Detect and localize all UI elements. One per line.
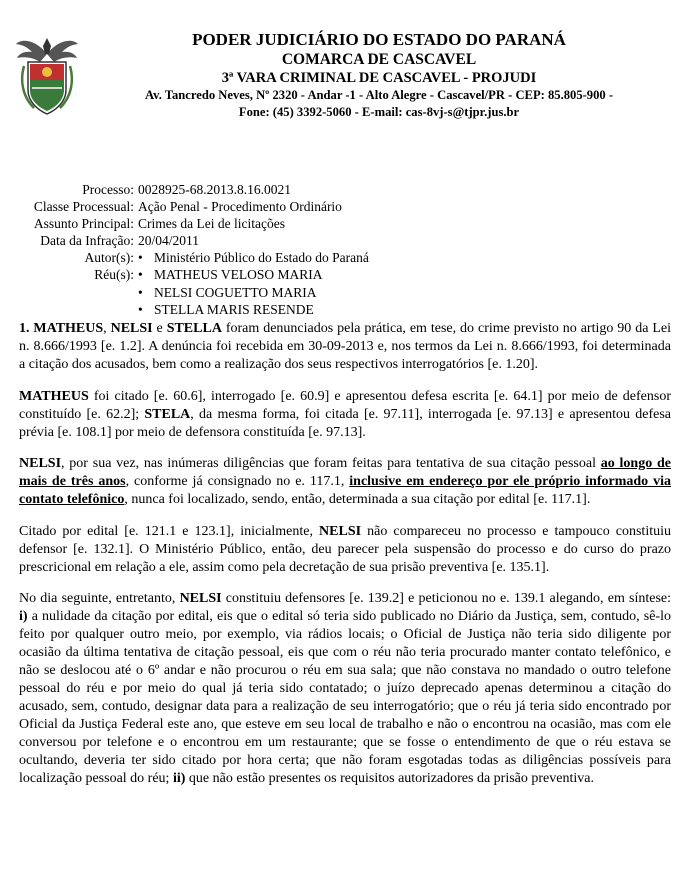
bold-text: NELSI (319, 523, 362, 539)
case-row-data (18, 232, 369, 249)
decision-body (19, 320, 671, 802)
bold-text: STELA (144, 406, 191, 422)
paragraph-1 (19, 320, 671, 374)
reu-value: • NELSI COGUETTO MARIA (138, 284, 317, 300)
text-run: , nunca foi localizado, sendo, então, determinada a sua citação por edital [e. 117.1]. (124, 492, 591, 507)
assunto-value: Crimes da Lei de licitações (138, 216, 285, 232)
bold-text: STELLA (166, 321, 222, 336)
text-run: que não estão presentes os requisitos autorizadores da prisão preventiva. (185, 771, 594, 786)
text-run: Citado por edital [e. 121.1 e 123.1], inicialmente, (19, 523, 320, 539)
bullet-icon: • (138, 301, 143, 317)
autor-value: • Ministério Público do Estado do Paraná (138, 250, 369, 266)
bullet-icon: • (138, 250, 143, 266)
letterhead (0, 30, 689, 130)
court-address: Av. Tancredo Neves, Nº 2320 - Andar -1 - Alto Alegre - Cascavel/PR - CEP: 85.805-900 - (144, 88, 614, 102)
classe-label: Classe Processual: (33, 199, 134, 215)
paragraph-4 (19, 523, 671, 577)
bold-text: ii) (172, 771, 186, 786)
case-row-assunto (18, 215, 369, 232)
case-row-processo (18, 181, 369, 198)
case-row-reu (18, 284, 369, 301)
case-details (18, 181, 369, 318)
text-run: constituiu defensores [e. 139.2] e peticionou no e. 139.1 alegando, em síntese: (221, 591, 671, 606)
data-value: 20/04/2011 (138, 233, 200, 249)
classe-value: Ação Penal - Procedimento Ordinário (138, 199, 342, 215)
text-run: a nulidade da citação por edital, eis que o edital só teria sido publicado no Diário da Justiça, sem, contudo, sê-lo feito por qualquer outro meio, por exemplo, via rádios locais; o Oficial de Justiça não teria sido diligente por ocasião da última tentativa de citação pessoal, eis que com o réu não teria procurado manter contato telefônico, e não se deslocou até o 6º andar e não procurou o réu em sua sala; que não constava no mandado o outro telefone pessoal do réu e por meio do qual já teria sido contatado; o juízo deprecado apenas determinou a citação do acusado, sem, contudo, designar data para a realização de seu interrogatório; que o réu já teria sido encontrado por Oficial da Justiça Federal este ano, que esteve em seu local de trabalho e não o encontrou na ocasião, mas com ele conversou por telefone e o encontrou em um restaurante; que se fosse o entendimento de que o réu estava se ocultando, deveria ter sido citado por hora certa; que não foram esgotadas todas as diligências possíveis para localização pessoal do réu; (19, 609, 671, 786)
bullet-icon: • (138, 267, 143, 283)
letterhead-text (84, 30, 674, 121)
comarca-name: COMARCA DE CASCAVEL (281, 51, 477, 68)
text-run: , conforme já consignado no e. 117.1, (125, 474, 350, 489)
reu-value: • STELLA MARIS RESENDE (138, 301, 314, 317)
bullet-icon: • (138, 284, 143, 300)
text-run: , por sua vez, nas inúmeras diligências que foram feitas para tentativa de sua citação pessoal (61, 456, 601, 471)
processo-label: Processo: (82, 182, 134, 197)
text-run: foram denunciados pela prática, em tese, do crime previsto no artigo 90 da Lei n. 8.666/1993 [e. 1.2]. A denúncia foi recebida em 30-09-2013 e, nos termos da Lei n. 8.666/1993, foi determinada a citação dos acusados, bem como a realização dos seus respectivos interrogatórios [e. 1.20]. (19, 321, 671, 372)
text-run: e (152, 321, 167, 336)
paragraph-5 (19, 590, 671, 788)
parana-coat-of-arms-logo (14, 36, 80, 118)
bold-text: NELSI (110, 321, 153, 336)
court-contact: Fone: (45) 3392-5060 - E-mail: cas-8vj-s@tjpr.jus.br (238, 105, 520, 119)
processo-value: 0028925-68.2013.8.16.0021 (138, 182, 291, 197)
bold-text: MATHEUS (19, 388, 89, 404)
bold-text: NELSI (179, 591, 222, 606)
case-row-classe (18, 198, 369, 215)
bold-text: inclusive em endereço por ele próprio informado via contato telefônico (19, 474, 671, 507)
case-row-reu (18, 266, 369, 283)
reu-value: • MATHEUS VELOSO MARIA (138, 267, 323, 283)
paragraph-2 (19, 388, 671, 442)
case-row-autor (18, 249, 369, 266)
bold-text: NELSI (19, 456, 62, 471)
text-run: não compareceu no processo e tampouco constituiu defensor [e. 132.1]. O Ministério Público, então, deu parecer pela suspensão do processo e do curso do prazo prescricional em relação a ele, assim como pela decretação de sua prisão preventiva [e. 135.1]. (19, 523, 671, 575)
text-run: , da mesma forma, foi citada [e. 97.11], interrogada [e. 97.13] e apresentou defesa prévia [e. 108.1] por meio de defensora constituída [e. 97.13]. (19, 406, 671, 440)
autor-label: Autor(s): (84, 250, 134, 266)
bold-text: i) (19, 609, 28, 624)
bold-text: ao longo de mais de três anos (19, 456, 671, 489)
assunto-label: Assunto Principal: (33, 216, 134, 232)
text-run: No dia seguinte, entretanto, (19, 591, 180, 606)
reu-label: Réu(s): (94, 267, 134, 283)
text-run: , (103, 321, 111, 336)
court-name: PODER JUDICIÁRIO DO ESTADO DO PARANÁ (192, 30, 566, 49)
data-label: Data da Infração: (40, 233, 134, 249)
paragraph-3 (19, 455, 671, 509)
case-row-reu (18, 301, 369, 318)
text-run: foi citado [e. 60.6], interrogado [e. 60.9] e apresentou defesa escrita [e. 64.1] por meio de defensor constituído [e. 62.2]; (19, 388, 671, 422)
bold-text: 1. MATHEUS (19, 321, 104, 336)
vara-name: 3ª VARA CRIMINAL DE CASCAVEL - PROJUDI (221, 70, 537, 86)
